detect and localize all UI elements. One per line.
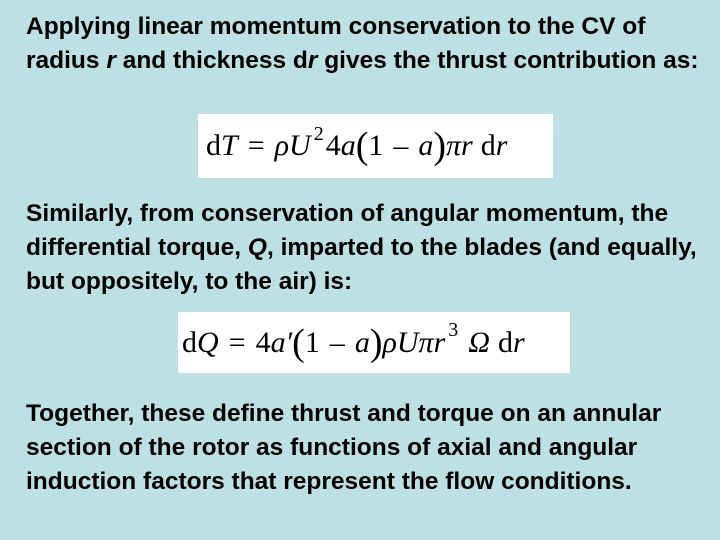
eq-symbol: T (221, 129, 238, 162)
eq-symbol: a′ (270, 325, 293, 359)
eq-symbol: d (497, 325, 513, 359)
variable-r: r (307, 47, 318, 74)
eq-symbol: a (354, 325, 370, 359)
eq-symbol: – (329, 325, 345, 359)
variable-r: r (106, 47, 116, 74)
eq-paren: ) (433, 125, 446, 167)
eq-exponent: 2 (313, 122, 324, 145)
eq-symbol: r (433, 325, 446, 359)
text-segment: and thickness d (115, 47, 308, 74)
torque-equation (178, 312, 570, 373)
eq-symbol: U (396, 325, 419, 359)
eq-symbol: = (247, 129, 265, 162)
eq-symbol: ρ (382, 325, 397, 359)
eq-symbol: a (418, 129, 434, 162)
eq-symbol: 1 (368, 129, 384, 162)
eq-exponent: 3 (448, 319, 459, 341)
eq-symbol: – (393, 129, 409, 162)
eq-symbol: a (340, 129, 356, 162)
eq-symbol: r (461, 129, 473, 162)
eq-paren: ) (369, 321, 383, 364)
paragraph-conclusion: Together, these define thrust and torque on an annular section of the rotor as functions of axial and angular induction factors that represent the flow conditions. (26, 400, 662, 495)
text-segment: gives the thrust contribution as: (317, 47, 699, 74)
eq-symbol: 4 (255, 325, 271, 359)
eq-symbol: r (495, 129, 508, 162)
eq-symbol: 4 (325, 129, 341, 162)
eq-symbol: 1 (304, 325, 320, 359)
text-segment: Similarly, from conservation of angular momentum, the differential torque, (26, 200, 669, 261)
eq-symbol: r (512, 325, 525, 359)
eq-paren: ( (355, 125, 369, 167)
eq-symbol: Ω (468, 325, 490, 359)
eq-symbol: = (228, 325, 246, 359)
eq-symbol: d (206, 129, 221, 162)
eq-symbol: Q (197, 325, 219, 359)
paragraph-torque-intro (26, 197, 716, 299)
eq-symbol: d (182, 325, 197, 359)
eq-paren: ( (292, 321, 305, 364)
eq-symbol: ρ (274, 129, 290, 162)
text-segment: Applying linear momentum conservation to the CV of radius (26, 13, 646, 74)
eq-symbol: U (289, 129, 311, 162)
text-segment: , imparted to the blades (and equally, but oppositely, to the air) is: (26, 234, 697, 295)
thrust-equation (198, 114, 553, 178)
paragraph-thrust-intro (26, 10, 716, 78)
eq-symbol: π (418, 325, 434, 359)
eq-symbol: π (446, 129, 462, 162)
variable-Q: Q (247, 234, 267, 261)
eq-symbol: d (480, 129, 496, 162)
